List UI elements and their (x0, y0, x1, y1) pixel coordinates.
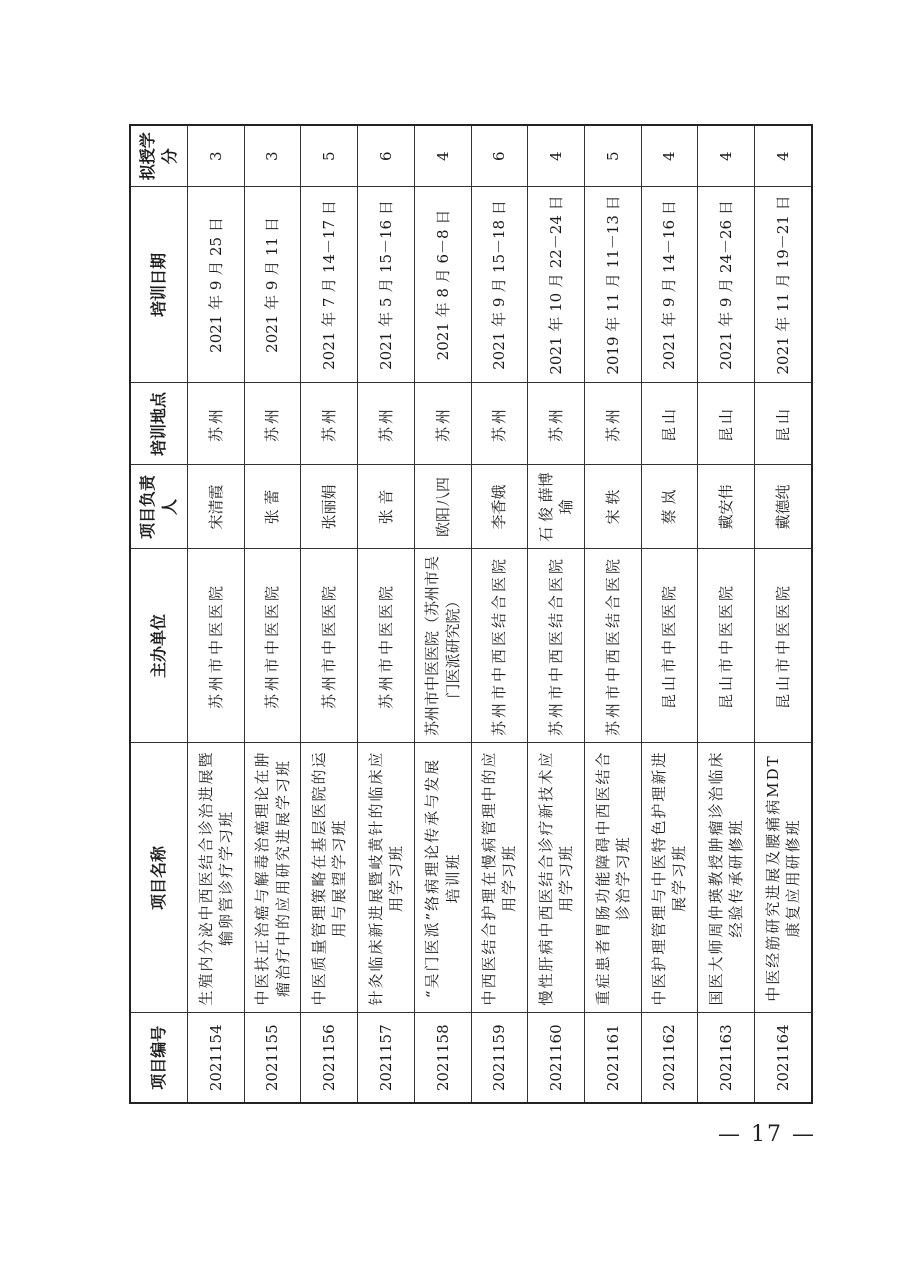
cell-credits: 3 (188, 125, 245, 187)
cell-name: 中医护理管理与中医特色护理新进展学习班 (641, 743, 698, 1013)
table-row (584, 125, 641, 1103)
cell-organizer: 昆山市中医医院 (641, 549, 698, 743)
cell-location: 昆山 (755, 383, 812, 465)
cell-organizer: 苏州市中医医院 (358, 549, 415, 743)
cell-organizer: 苏州市中医医院（苏州市吴门医派研究院） (414, 549, 471, 743)
cell-name: 重症患者胃肠功能障碍中西医结合诊治学习班 (584, 743, 641, 1013)
cell-dates: 2021 年 9 月 14－16 日 (641, 187, 698, 383)
cell-code: 2021162 (641, 1013, 698, 1103)
cell-leader: 戴德纯 (755, 465, 812, 549)
cell-dates: 2021 年 10 月 22－24 日 (528, 187, 585, 383)
cell-code: 2021158 (414, 1013, 471, 1103)
cell-dates: 2021 年 5 月 15－16 日 (358, 187, 415, 383)
table-row (244, 125, 301, 1103)
cell-location: 苏州 (188, 383, 245, 465)
table-header-row (130, 125, 188, 1103)
cell-organizer: 昆山市中医医院 (755, 549, 812, 743)
cell-dates: 2019 年 11 月 11－13 日 (584, 187, 641, 383)
cell-leader: 张丽娟 (301, 465, 358, 549)
header-dates: 培训日期 (130, 187, 188, 383)
table-row (301, 125, 358, 1103)
cell-credits: 3 (244, 125, 301, 187)
table-row (471, 125, 528, 1103)
cell-code: 2021163 (698, 1013, 755, 1103)
cell-credits: 4 (755, 125, 812, 187)
table-row (641, 125, 698, 1103)
header-organizer: 主办单位 (130, 549, 188, 743)
cell-credits: 6 (471, 125, 528, 187)
cell-credits: 4 (414, 125, 471, 187)
cell-code: 2021159 (471, 1013, 528, 1103)
cell-leader: 张 蕾 (244, 465, 301, 549)
table-row (414, 125, 471, 1103)
cell-organizer: 苏州市中西医结合医院 (584, 549, 641, 743)
cell-organizer: 苏州市中西医结合医院 (471, 549, 528, 743)
cell-location: 苏州 (358, 383, 415, 465)
cell-dates: 2021 年 11 月 19－21 日 (755, 187, 812, 383)
cell-code: 2021154 (188, 1013, 245, 1103)
cell-credits: 4 (528, 125, 585, 187)
cell-leader: 石 俊 薛博瑜 (528, 465, 585, 549)
header-credits: 拟授学分 (130, 125, 188, 187)
cell-code: 2021164 (755, 1013, 812, 1103)
cell-code: 2021156 (301, 1013, 358, 1103)
page-number: — 17 — (718, 1122, 816, 1147)
cell-organizer: 苏州市中医医院 (244, 549, 301, 743)
cell-credits: 5 (584, 125, 641, 187)
table-row (698, 125, 755, 1103)
table-row (755, 125, 812, 1103)
cell-name: 慢性肝病中西医结合诊疗新技术应用学习班 (528, 743, 585, 1013)
header-location: 培训地点 (130, 383, 188, 465)
cell-code: 2021160 (528, 1013, 585, 1103)
header-leader: 项目负责人 (130, 465, 188, 549)
cell-organizer: 苏州市中医医院 (301, 549, 358, 743)
cell-leader: 宋清霞 (188, 465, 245, 549)
cell-leader: 张 音 (358, 465, 415, 549)
cell-credits: 4 (641, 125, 698, 187)
cell-name: “吴门医派”络病理论传承与发展培训班 (414, 743, 471, 1013)
table-row (358, 125, 415, 1103)
cell-dates: 2021 年 9 月 24－26 日 (698, 187, 755, 383)
cell-name: 国医大师周仲瑛教授肿瘤诊治临床经验传承研修班 (698, 743, 755, 1013)
header-code: 项目编号 (130, 1013, 188, 1103)
cell-name: 中西医结合护理在慢病管理中的应用学习班 (471, 743, 528, 1013)
cell-location: 昆山 (641, 383, 698, 465)
cell-location: 苏州 (301, 383, 358, 465)
cell-credits: 4 (698, 125, 755, 187)
cell-location: 苏州 (528, 383, 585, 465)
cell-name: 中医质量管理策略在基层医院的运用与展望学习班 (301, 743, 358, 1013)
cell-dates: 2021 年 9 月 15－18 日 (471, 187, 528, 383)
cell-dates: 2021 年 9 月 25 日 (188, 187, 245, 383)
cell-code: 2021155 (244, 1013, 301, 1103)
cell-name: 针灸临床新进展暨岐黄针的临床应用学习班 (358, 743, 415, 1013)
cell-code: 2021161 (584, 1013, 641, 1103)
cell-organizer: 苏州市中西医结合医院 (528, 549, 585, 743)
cell-name: 中医经筋研究进展及腰痛病MDT康复应用研修班 (755, 743, 812, 1013)
cell-leader: 戴安伟 (698, 465, 755, 549)
header-name: 项目名称 (130, 743, 188, 1013)
table-row (528, 125, 585, 1103)
cell-code: 2021157 (358, 1013, 415, 1103)
cell-dates: 2021 年 8 月 6－8 日 (414, 187, 471, 383)
rotated-table-container (129, 126, 813, 1104)
cell-credits: 6 (358, 125, 415, 187)
cell-organizer: 昆山市中医医院 (698, 549, 755, 743)
cell-location: 苏州 (414, 383, 471, 465)
cell-location: 昆山 (698, 383, 755, 465)
cell-name: 生殖内分泌中西医结合诊治进展暨输卵管诊疗学习班 (188, 743, 245, 1013)
cell-credits: 5 (301, 125, 358, 187)
training-projects-table (129, 124, 813, 1104)
cell-location: 苏州 (584, 383, 641, 465)
cell-leader: 欧阳八四 (414, 465, 471, 549)
cell-dates: 2021 年 7 月 14－17 日 (301, 187, 358, 383)
cell-leader: 宋 轶 (584, 465, 641, 549)
cell-name: 中医扶正治癌与解毒治癌理论在肿瘤治疗中的应用研究进展学习班 (244, 743, 301, 1013)
table-row (188, 125, 245, 1103)
cell-dates: 2021 年 9 月 11 日 (244, 187, 301, 383)
cell-organizer: 苏州市中医医院 (188, 549, 245, 743)
cell-leader: 李香娥 (471, 465, 528, 549)
cell-leader: 蔡 岚 (641, 465, 698, 549)
cell-location: 苏州 (471, 383, 528, 465)
cell-location: 苏州 (244, 383, 301, 465)
